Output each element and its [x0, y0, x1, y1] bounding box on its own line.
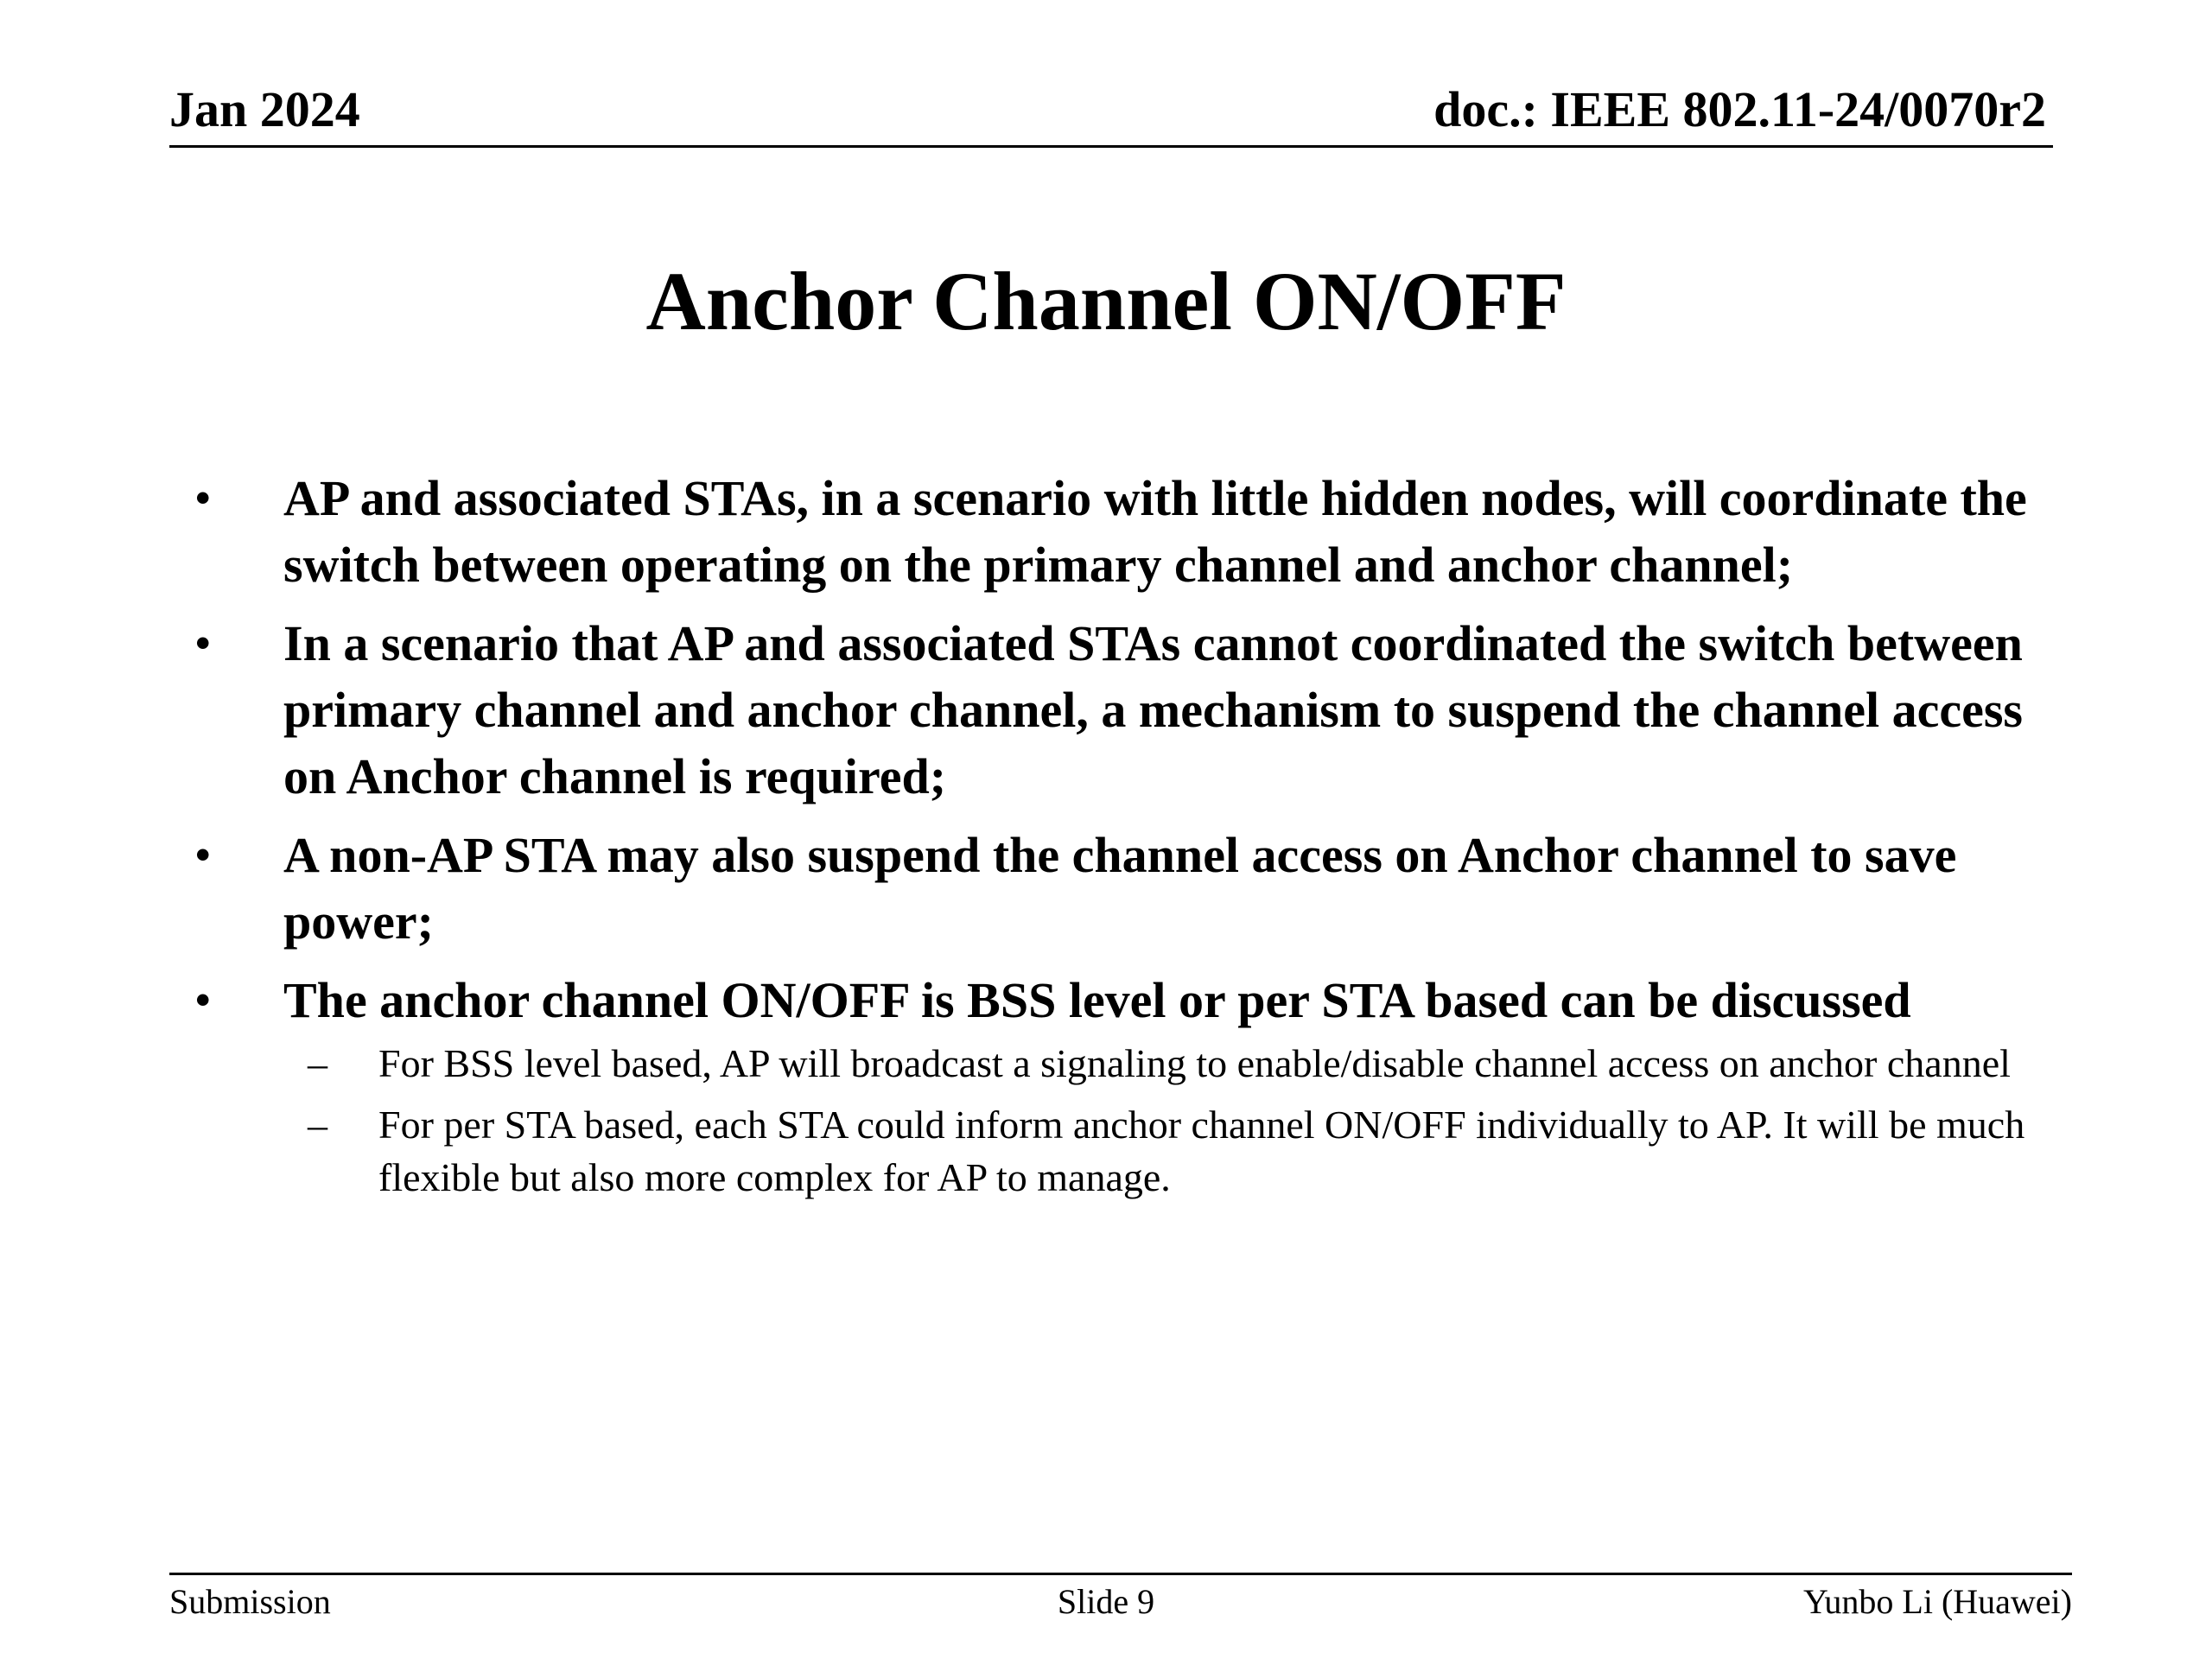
footer-slide-number: Slide 9	[1057, 1582, 1155, 1621]
slide-title: Anchor Channel ON/OFF	[645, 255, 1567, 347]
bullet-text: In a scenario that AP and associated STAs cannot coordinated the switch between primary channel and anchor channel, a mechanism to suspend the channel access on Anchor channel is required;	[283, 615, 2023, 804]
bullet-marker: •	[195, 830, 211, 879]
header-divider	[169, 145, 2053, 148]
footer-author: Yunbo Li (Huawei)	[1802, 1582, 2072, 1621]
sub-bullet-list	[283, 1037, 2062, 1204]
bullet-item	[169, 967, 2062, 1204]
bullet-marker: •	[195, 976, 211, 1024]
bullet-list	[169, 465, 2062, 1216]
bullet-text: The anchor channel ON/OFF is BSS level or per STA based can be discussed	[283, 972, 1911, 1028]
sub-bullet-item	[169, 1037, 2062, 1090]
header-doc-id: doc.: IEEE 802.11-24/0070r2	[1433, 81, 2046, 137]
bullet-marker: •	[195, 474, 211, 522]
bullet-text: AP and associated STAs, in a scenario with little hidden nodes, will coordinate the switch between operating on the primary channel and anchor channel;	[283, 470, 2027, 593]
bullet-marker: •	[195, 619, 211, 667]
bullet-item	[169, 610, 2062, 810]
sub-bullet-text: For BSS level based, AP will broadcast a signaling to enable/disable channel access on anchor channel	[378, 1041, 2011, 1085]
bullet-text: A non-AP STA may also suspend the channel access on Anchor channel to save power;	[283, 827, 1957, 950]
sub-bullet-item	[169, 1098, 2062, 1204]
sub-bullet-marker: –	[308, 1103, 327, 1147]
bullet-item	[169, 465, 2062, 598]
footer-submission: Submission	[169, 1582, 331, 1621]
bullet-item	[169, 822, 2062, 955]
sub-bullet-marker: –	[308, 1041, 327, 1085]
footer-divider	[169, 1573, 2072, 1575]
header-date: Jan 2024	[169, 81, 360, 137]
sub-bullet-text: For per STA based, each STA could inform anchor channel ON/OFF individually to AP. It will be much flexible but also more complex for AP to manage.	[378, 1103, 2025, 1199]
